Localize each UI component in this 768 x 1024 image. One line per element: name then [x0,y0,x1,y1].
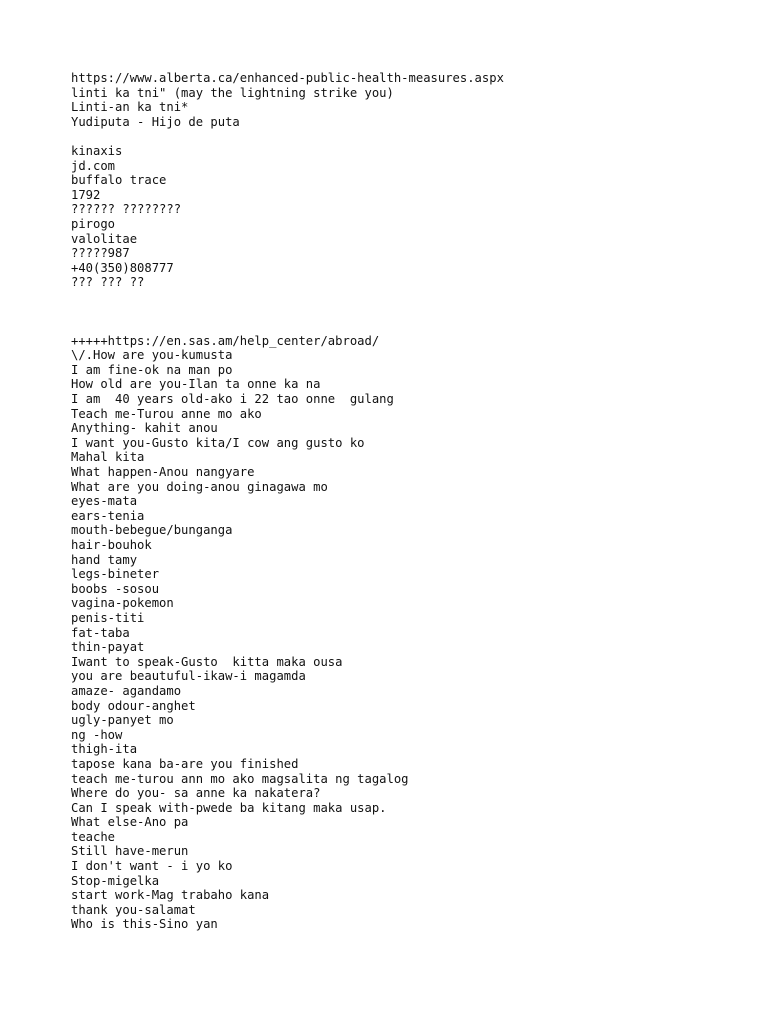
text-line: What are you doing-anou ginagawa mo [71,479,328,494]
text-line: valolitae [71,231,138,246]
text-line: boobs -sosou [71,581,160,596]
text-line: Iwant to speak-Gusto kitta maka ousa [71,654,343,669]
text-line: start work-Mag trabaho kana [71,888,270,903]
text-line: amaze- agandamo [71,683,182,698]
text-line: Teach me-Turou anne mo ako [71,406,262,421]
text-line: I don't want - i yo ko [71,859,233,874]
text-line: hand tamy [71,552,138,567]
text-line: What happen-Anou nangyare [71,465,255,480]
text-line: https://www.alberta.ca/enhanced-public-health-measures.aspx [71,71,504,85]
text-line: ??? ??? ?? [71,275,145,290]
text-line: pirogo [71,216,116,231]
text-line: kinaxis [71,143,123,158]
text-line: buffalo trace [71,173,167,188]
text-line: mouth-bebegue/bunganga [71,523,233,538]
text-line: ng -how [71,727,123,742]
text-line: fat-taba [71,625,130,640]
text-line: teach me-turou ann mo ako magsalita ng tagalog [71,771,409,786]
text-line: vagina-pokemon [71,596,174,611]
blank-line [71,129,748,144]
text-line: thigh-ita [71,742,138,757]
text-line: thin-payat [71,640,145,655]
blank-line [71,319,748,334]
text-line: Anything- kahit anou [71,421,218,436]
text-line: Yudiputa - Hijo de puta [71,114,240,129]
text-line: Can I speak with-pwede ba kitang maka usap. [71,800,387,815]
text-line: Linti-an ka tni* [71,100,189,115]
text-line: Still have-merun [71,844,189,859]
document-page [71,71,748,932]
text-line: ugly-panyet mo [71,713,174,728]
text-line: Mahal kita [71,450,145,465]
text-line: teache [71,829,116,844]
blank-line [71,305,748,320]
text-line: body odour-anghet [71,698,196,713]
text-line: eyes-mata [71,494,138,509]
text-line: hair-bouhok [71,538,152,552]
text-line: ?????? ???????? [71,202,182,217]
text-line: legs-bineter [71,567,160,582]
text-line: you are beautuful-ikaw-i magamda [71,669,306,684]
text-line: I want you-Gusto kita/I cow ang gusto ko [71,435,365,450]
blank-line [71,290,748,305]
text-line: What else-Ano pa [71,815,189,830]
text-line: jd.com [71,158,116,173]
text-line: Who is this-Sino yan [71,917,218,932]
text-line: I am 40 years old-ako i 22 tao onne gulang [71,392,394,407]
text-line: +40(350)808777 [71,260,174,275]
text-line: linti ka tni" (may the lightning strike you) [71,85,394,100]
text-line: I am fine-ok na man po [71,362,233,377]
text-line: How old are you-Ilan ta onne ka na [71,377,321,392]
text-line: Stop-migelka [71,873,160,888]
text-line: ears-tenia [71,508,145,523]
text-line: +++++https://en.sas.am/help_center/abroad/ [71,333,380,348]
text-line: tapose kana ba-are you finished [71,756,299,771]
text-line: ?????987 [71,246,130,261]
text-line: \/.How are you-kumusta [71,348,233,363]
text-line: penis-titi [71,610,145,625]
text-line: 1792 [71,187,101,202]
text-line: thank you-salamat [71,902,196,917]
text-line: Where do you- sa anne ka nakatera? [71,786,321,801]
